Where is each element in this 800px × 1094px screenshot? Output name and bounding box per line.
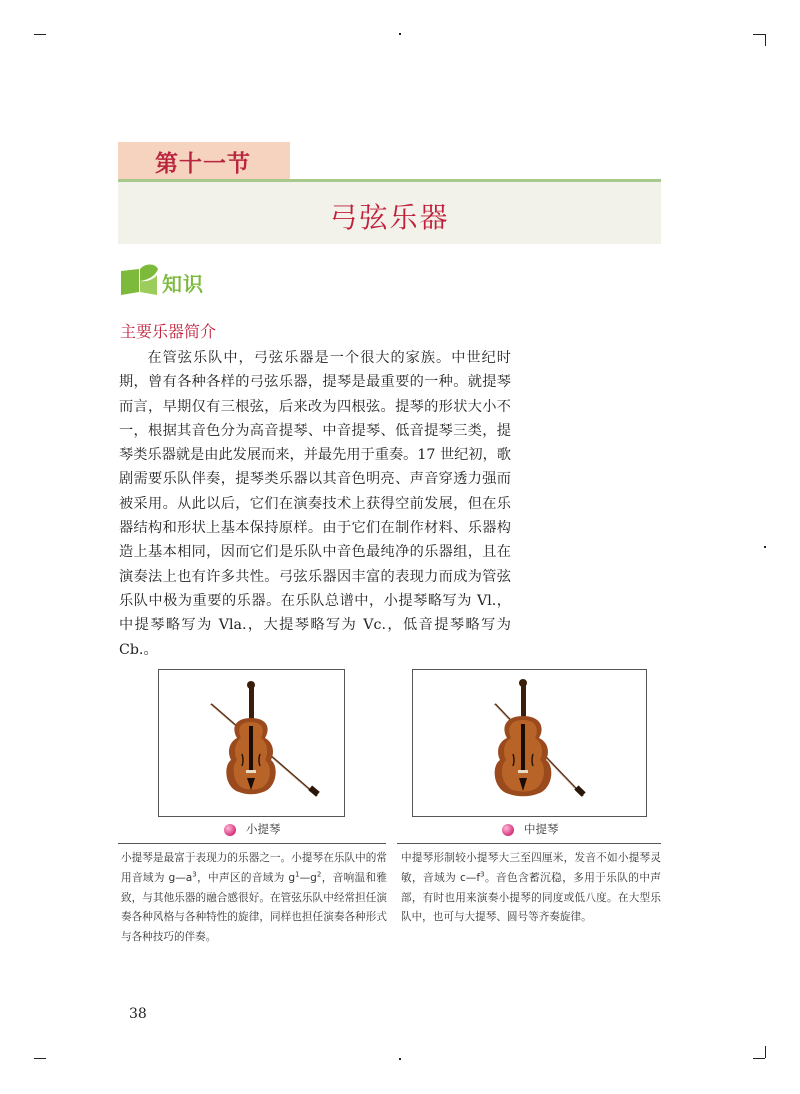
viola-note [401, 849, 661, 928]
note-text: 。音色含蓄沉稳，多用于乐队的中声部，有时也用来演奏小提琴的同度或低八度。在大型乐队中，也可与大提琴、圆号等齐奏旋律。 [401, 871, 662, 924]
violin-photo [158, 669, 345, 817]
body-paragraph [119, 346, 511, 662]
paragraph-text: 在管弦乐队中，弓弦乐器是一个很大的家族。中世纪时期，曾有各种各样的弓弦乐器，提琴是最重要的一种。就提琴而言，早期仅有三根弦，后来改为四根弦。提琴的形状大小不一，根据其音色分为高音提琴、中音提琴、低音提琴三类，提琴类乐器就是由此发展而来，并最先用于重奏。17 世纪初，歌剧需要乐队伴奏，提琴类乐器以其音色明亮、声音穿透力强而被采用。从此以后，它们在演奏技术上获得空前发展，但在乐器结构和形状上基本保持原样。由于它们在制作材料、乐器构造上基本相同，因而它们是乐队中音色最纯净的乐器组，且在演奏法上也有许多共性。弓弦乐器因丰富的表现力而成为管弦乐队中极为重要的乐器。在乐队总谱中，小提琴略写为 Vl.，中提琴略写为 Vla.，大提琴略写为 Vc.，低音提琴略写为 Cb.。 [119, 350, 511, 658]
section-number: 第十一节 [155, 151, 251, 177]
caption-text: 小提琴 [246, 822, 281, 836]
crop-mark [753, 1058, 765, 1059]
viola-image [413, 670, 646, 816]
note-text: 中提琴形制较小提琴大三至四厘米，发音不如小提琴灵敏，音域为 c—f [401, 852, 661, 884]
crop-mark [765, 34, 766, 46]
knowledge-label: 知识 [162, 272, 204, 296]
violin-caption [224, 821, 281, 837]
crop-mark [399, 33, 401, 35]
violin-image [159, 670, 344, 816]
caption-rule [397, 843, 661, 844]
leaf-book-icon [119, 263, 159, 297]
viola-photo [412, 669, 647, 817]
section-title: 弓弦乐器 [329, 201, 450, 234]
crop-mark [765, 1046, 766, 1058]
note-superscript: 3 [192, 870, 197, 879]
note-text: —g [299, 871, 317, 884]
violin-note [121, 849, 387, 948]
note-superscript: 3 [480, 870, 485, 879]
page-number: 38 [129, 1006, 147, 1022]
note-superscript: 1 [295, 870, 300, 879]
bullet-dot-icon [224, 824, 236, 836]
crop-mark [34, 34, 46, 35]
crop-mark [34, 1058, 46, 1059]
crop-mark [753, 34, 765, 35]
caption-text: 中提琴 [524, 822, 559, 836]
caption-rule [118, 843, 386, 844]
crop-mark [764, 546, 766, 548]
note-text: ，中声区的音域为 g [196, 871, 296, 884]
viola-caption [502, 821, 559, 837]
note-text: ，音响温和雅致，与其他乐器的融合感很好。在管弦乐队中经常担任演奏各种风格与各种特性的旋律，同样也担任演奏各种形式与各种技巧的伴奏。 [121, 871, 388, 944]
bullet-dot-icon [502, 824, 514, 836]
subheading: 主要乐器简介 [120, 322, 217, 341]
note-text: 小提琴是最富于表现力的乐器之一。小提琴在乐队中的常用音域为 g—a [121, 852, 387, 884]
note-superscript: 2 [316, 870, 322, 879]
crop-mark [399, 1058, 401, 1060]
